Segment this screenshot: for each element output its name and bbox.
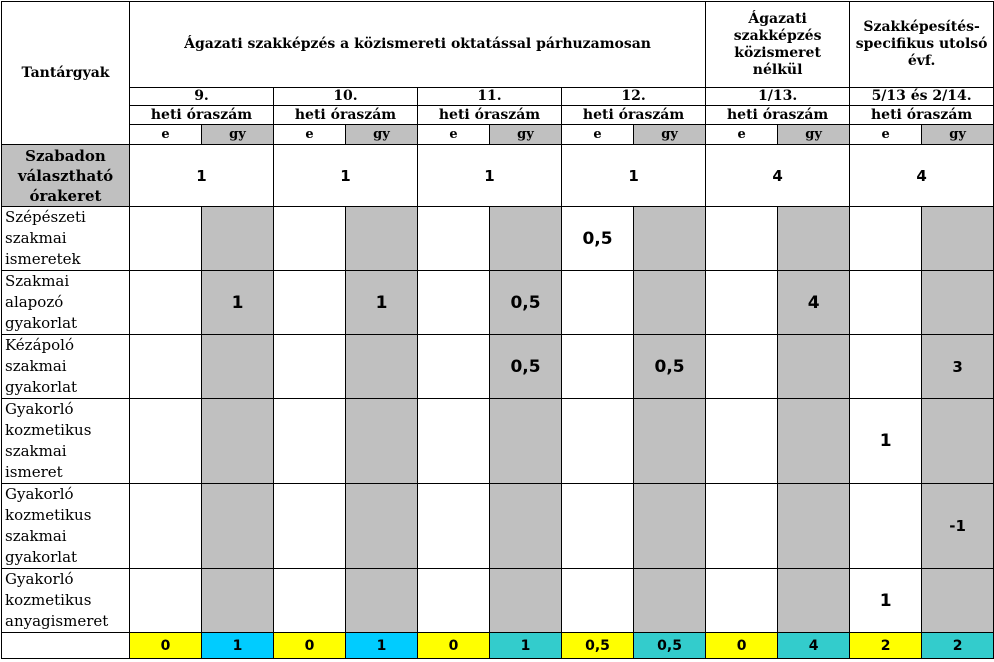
subject-label: Gyakorló kozmetikus anyagismeret xyxy=(2,569,130,633)
gy-header: gy xyxy=(490,125,562,145)
total-cell: 2 xyxy=(922,633,994,659)
table-row xyxy=(2,399,994,484)
hours-header: heti óraszám xyxy=(562,106,706,125)
table-row xyxy=(2,569,994,633)
table-cell: 1 xyxy=(202,271,274,335)
table-cell xyxy=(850,335,922,399)
table-cell: 0,5 xyxy=(490,335,562,399)
e-header: e xyxy=(562,125,634,145)
subjects-header: Tantárgyak xyxy=(2,2,130,145)
table-cell xyxy=(346,335,418,399)
table-row xyxy=(2,484,994,569)
total-cell: 1 xyxy=(346,633,418,659)
table-cell xyxy=(850,207,922,271)
table-cell xyxy=(418,484,490,569)
total-cell: 4 xyxy=(778,633,850,659)
table-cell: -1 xyxy=(922,484,994,569)
table-cell: 4 xyxy=(778,271,850,335)
table-cell xyxy=(418,335,490,399)
gy-header: gy xyxy=(778,125,850,145)
subject-label: Gyakorló kozmetikus szakmai ismeret xyxy=(2,399,130,484)
table-cell xyxy=(922,569,994,633)
total-cell: 0 xyxy=(418,633,490,659)
subject-label: Szakmai alapozó gyakorlat xyxy=(2,271,130,335)
table-cell xyxy=(346,569,418,633)
subject-label: Kézápoló szakmai gyakorlat xyxy=(2,335,130,399)
year-header: 1/13. xyxy=(706,88,850,106)
gy-header: gy xyxy=(346,125,418,145)
free-hours-value: 1 xyxy=(562,145,706,207)
total-cell: 0 xyxy=(274,633,346,659)
total-cell: 0 xyxy=(130,633,202,659)
table-cell xyxy=(274,335,346,399)
table-cell xyxy=(346,207,418,271)
e-header: e xyxy=(130,125,202,145)
totals-label xyxy=(2,633,130,659)
table-cell xyxy=(634,399,706,484)
table-cell xyxy=(562,335,634,399)
group-header-no-general: Ágazati szakképzés közismeret nélkül xyxy=(706,2,850,88)
table-cell xyxy=(634,484,706,569)
hours-header: heti óraszám xyxy=(418,106,562,125)
table-cell xyxy=(634,207,706,271)
gy-header: gy xyxy=(922,125,994,145)
table-cell xyxy=(634,271,706,335)
total-cell: 1 xyxy=(202,633,274,659)
table-cell xyxy=(490,399,562,484)
table-cell: 0,5 xyxy=(562,207,634,271)
table-cell xyxy=(130,399,202,484)
hours-header: heti óraszám xyxy=(706,106,850,125)
table-cell xyxy=(418,271,490,335)
gy-header: gy xyxy=(634,125,706,145)
table-cell xyxy=(706,399,778,484)
total-cell: 0,5 xyxy=(562,633,634,659)
table-cell xyxy=(202,207,274,271)
table-cell xyxy=(346,484,418,569)
total-cell: 2 xyxy=(850,633,922,659)
e-header: e xyxy=(274,125,346,145)
free-hours-value: 1 xyxy=(274,145,418,207)
table-cell xyxy=(202,484,274,569)
table-cell: 3 xyxy=(922,335,994,399)
hours-header: heti óraszám xyxy=(274,106,418,125)
table-row xyxy=(2,207,994,271)
table-cell xyxy=(778,335,850,399)
table-cell xyxy=(778,484,850,569)
free-hours-value: 4 xyxy=(706,145,850,207)
year-header: 5/13 és 2/14. xyxy=(850,88,994,106)
table-cell xyxy=(634,569,706,633)
free-hours-value: 1 xyxy=(418,145,562,207)
e-header: e xyxy=(418,125,490,145)
table-cell xyxy=(706,271,778,335)
table-cell xyxy=(202,569,274,633)
hours-header: heti óraszám xyxy=(130,106,274,125)
year-header: 9. xyxy=(130,88,274,106)
table-cell: 1 xyxy=(850,569,922,633)
table-cell xyxy=(274,271,346,335)
table-cell xyxy=(274,484,346,569)
curriculum-table xyxy=(1,1,994,659)
table-cell xyxy=(850,271,922,335)
free-hours-label: Szabadon választható órakeret xyxy=(2,145,130,207)
table-cell xyxy=(490,207,562,271)
free-hours-value: 4 xyxy=(850,145,994,207)
table-cell xyxy=(562,399,634,484)
group-header-parallel: Ágazati szakképzés a közismereti oktatással párhuzamosan xyxy=(130,2,706,88)
table-cell xyxy=(418,569,490,633)
gy-header: gy xyxy=(202,125,274,145)
table-cell xyxy=(490,569,562,633)
table-cell xyxy=(130,484,202,569)
free-hours-value: 1 xyxy=(130,145,274,207)
total-cell: 0 xyxy=(706,633,778,659)
table-cell xyxy=(706,207,778,271)
subject-label: Szépészeti szakmai ismeretek xyxy=(2,207,130,271)
table-cell xyxy=(706,569,778,633)
table-cell xyxy=(274,569,346,633)
table-cell xyxy=(778,207,850,271)
table-cell xyxy=(202,399,274,484)
table-cell: 1 xyxy=(850,399,922,484)
year-header: 11. xyxy=(418,88,562,106)
table-cell xyxy=(130,207,202,271)
table-cell xyxy=(274,207,346,271)
table-cell xyxy=(130,335,202,399)
table-cell xyxy=(706,335,778,399)
table-cell xyxy=(778,569,850,633)
table-cell xyxy=(562,569,634,633)
total-cell: 1 xyxy=(490,633,562,659)
table-cell: 1 xyxy=(346,271,418,335)
table-cell xyxy=(562,484,634,569)
group-header-specific: Szakképesítés-specifikus utolsó évf. xyxy=(850,2,994,88)
table-cell xyxy=(922,207,994,271)
table-cell xyxy=(850,484,922,569)
table-cell xyxy=(778,399,850,484)
year-header: 10. xyxy=(274,88,418,106)
table-cell xyxy=(130,569,202,633)
table-cell xyxy=(562,271,634,335)
totals-row xyxy=(2,633,994,659)
table-cell xyxy=(418,399,490,484)
table-cell xyxy=(274,399,346,484)
table-cell xyxy=(922,271,994,335)
table-cell xyxy=(202,335,274,399)
table-cell xyxy=(706,484,778,569)
table-cell xyxy=(922,399,994,484)
table-row xyxy=(2,271,994,335)
table-cell: 0,5 xyxy=(634,335,706,399)
table-cell: 0,5 xyxy=(490,271,562,335)
table-cell xyxy=(130,271,202,335)
table-cell xyxy=(346,399,418,484)
e-header: e xyxy=(706,125,778,145)
table-cell xyxy=(490,484,562,569)
year-header: 12. xyxy=(562,88,706,106)
total-cell: 0,5 xyxy=(634,633,706,659)
subject-label: Gyakorló kozmetikus szakmai gyakorlat xyxy=(2,484,130,569)
table-row xyxy=(2,335,994,399)
table-cell xyxy=(418,207,490,271)
e-header: e xyxy=(850,125,922,145)
hours-header: heti óraszám xyxy=(850,106,994,125)
